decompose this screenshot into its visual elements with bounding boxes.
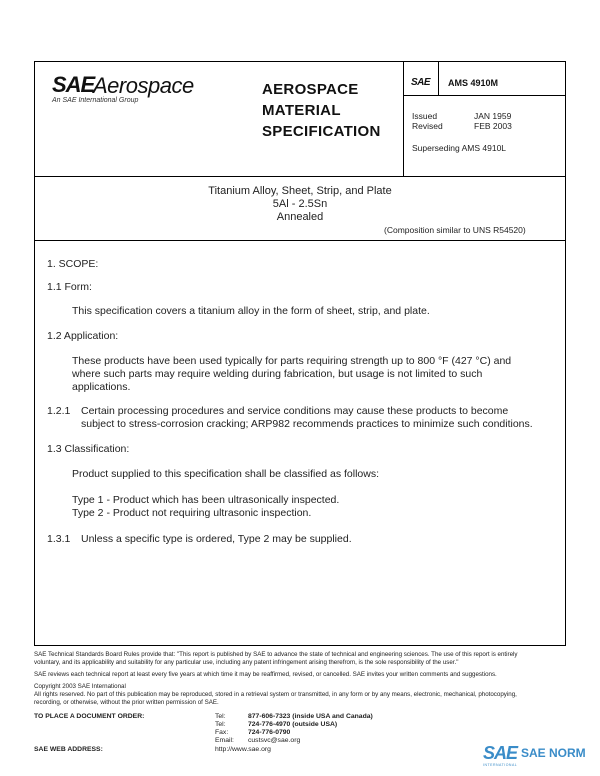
section-1-2-text-2: where such parts may require welding during fabrication, but usage is not limited to such [72, 368, 483, 380]
rights-line-1: All rights reserved. No part of this publication may be reproduced, stored in a retrieval system or transmitted, in any form or by any means, electronic, mechanical, photocopying, [34, 691, 517, 698]
rules-line-1: SAE Technical Standards Board Rules provide that: "This report is published by SAE to advance the state of technical and engineering sciences. The use of this report is entirely [34, 651, 518, 658]
fax-value: 724-776-0790 [248, 729, 291, 736]
rights-line-2: recording, or otherwise, without the prior written permission of SAE. [34, 699, 219, 706]
order-label: TO PLACE A DOCUMENT ORDER: [34, 713, 145, 720]
norm-wordmark: SAE NORM [521, 746, 586, 760]
section-1-3-1-text: Unless a specific type is ordered, Type 2 may be supplied. [81, 533, 352, 545]
header-divider [34, 176, 566, 177]
section-1-heading: 1. SCOPE: [47, 258, 99, 270]
issued-label: Issued [412, 111, 438, 121]
tel1-label: Tel: [215, 713, 226, 720]
section-1-3-text: Product supplied to this specification shall be classified as follows: [72, 468, 379, 480]
sae-norm-logo [483, 743, 593, 769]
sae-small-logo: SAE [411, 77, 431, 88]
section-1-2-heading: 1.2 Application: [47, 330, 119, 342]
section-1-3-1-number: 1.3.1 [47, 533, 71, 545]
tel1-value: 877-606-7323 (inside USA and Canada) [248, 713, 373, 720]
section-1-2-text-3: applications. [72, 381, 131, 393]
section-1-2-1-text-2: subject to stress-corrosion cracking; ARP982 recommends practices to minimize such conditions. [81, 418, 533, 430]
web-link[interactable]: http://www.sae.org [215, 746, 271, 753]
header-vertical-divider [403, 61, 404, 176]
sae-logo: SAE [52, 72, 95, 97]
section-1-2-1-number: 1.2.1 [47, 405, 71, 417]
ams-number: AMS 4910M [448, 78, 499, 88]
email-link[interactable]: custsvc@sae.org [248, 737, 301, 744]
section-1-3-heading: 1.3 Classification: [47, 443, 130, 455]
norm-subtitle: INTERNATIONAL [483, 763, 518, 767]
title-line-1: AEROSPACE [262, 81, 359, 98]
material-line-3: Annealed [276, 211, 324, 223]
title-divider [34, 240, 566, 241]
ams-box-bottom [403, 95, 566, 96]
review-note: SAE reviews each technical report at least every five years at which time it may be reaffirmed, revised, or cancelled. SAE invites your written comments and suggestions. [34, 671, 497, 678]
email-label: Email: [215, 737, 234, 744]
norm-sae-mark: SAE [483, 743, 518, 763]
revised-label: Revised [412, 121, 443, 131]
revised-value: FEB 2003 [474, 121, 512, 131]
type-1: Type 1 - Product which has been ultrasonically inspected. [72, 494, 340, 506]
superseding: Superseding AMS 4910L [412, 143, 507, 153]
material-line-2: 5Al - 2.5Sn [272, 198, 328, 210]
title-line-2: MATERIAL [262, 102, 341, 119]
logo-tagline: An SAE International Group [52, 97, 139, 104]
aerospace-logo-text: Aerospace [93, 73, 194, 98]
document-title [262, 79, 381, 142]
section-1-1-heading: 1.1 Form: [47, 281, 92, 293]
rules-line-2: voluntary, and its applicability and suitability for any particular use, including any patent infringement arising therefrom, is the sole responsibility of the user." [34, 659, 459, 666]
issued-value: JAN 1959 [474, 111, 512, 121]
sae-box-divider [438, 61, 439, 95]
fax-label: Fax: [215, 729, 229, 736]
type-2: Type 2 - Product not requiring ultrasonic inspection. [72, 507, 312, 519]
title-line-3: SPECIFICATION [262, 123, 381, 140]
section-1-1-text: This specification covers a titanium alloy in the form of sheet, strip, and plate. [72, 305, 430, 317]
section-1-2-text-1: These products have been used typically for parts requiring strength up to 800 °F (427 °C) and [72, 355, 512, 367]
section-1-2-1-text-1: Certain processing procedures and service conditions may cause these products to become [81, 405, 509, 417]
material-line-1: Titanium Alloy, Sheet, Strip, and Plate [208, 185, 392, 197]
composition-note: (Composition similar to UNS R54520) [384, 225, 526, 235]
copyright: Copyright 2003 SAE International [34, 683, 126, 690]
tel2-value: 724-776-4970 (outside USA) [248, 721, 338, 728]
web-label: SAE WEB ADDRESS: [34, 746, 103, 753]
tel2-label: Tel: [215, 721, 226, 728]
